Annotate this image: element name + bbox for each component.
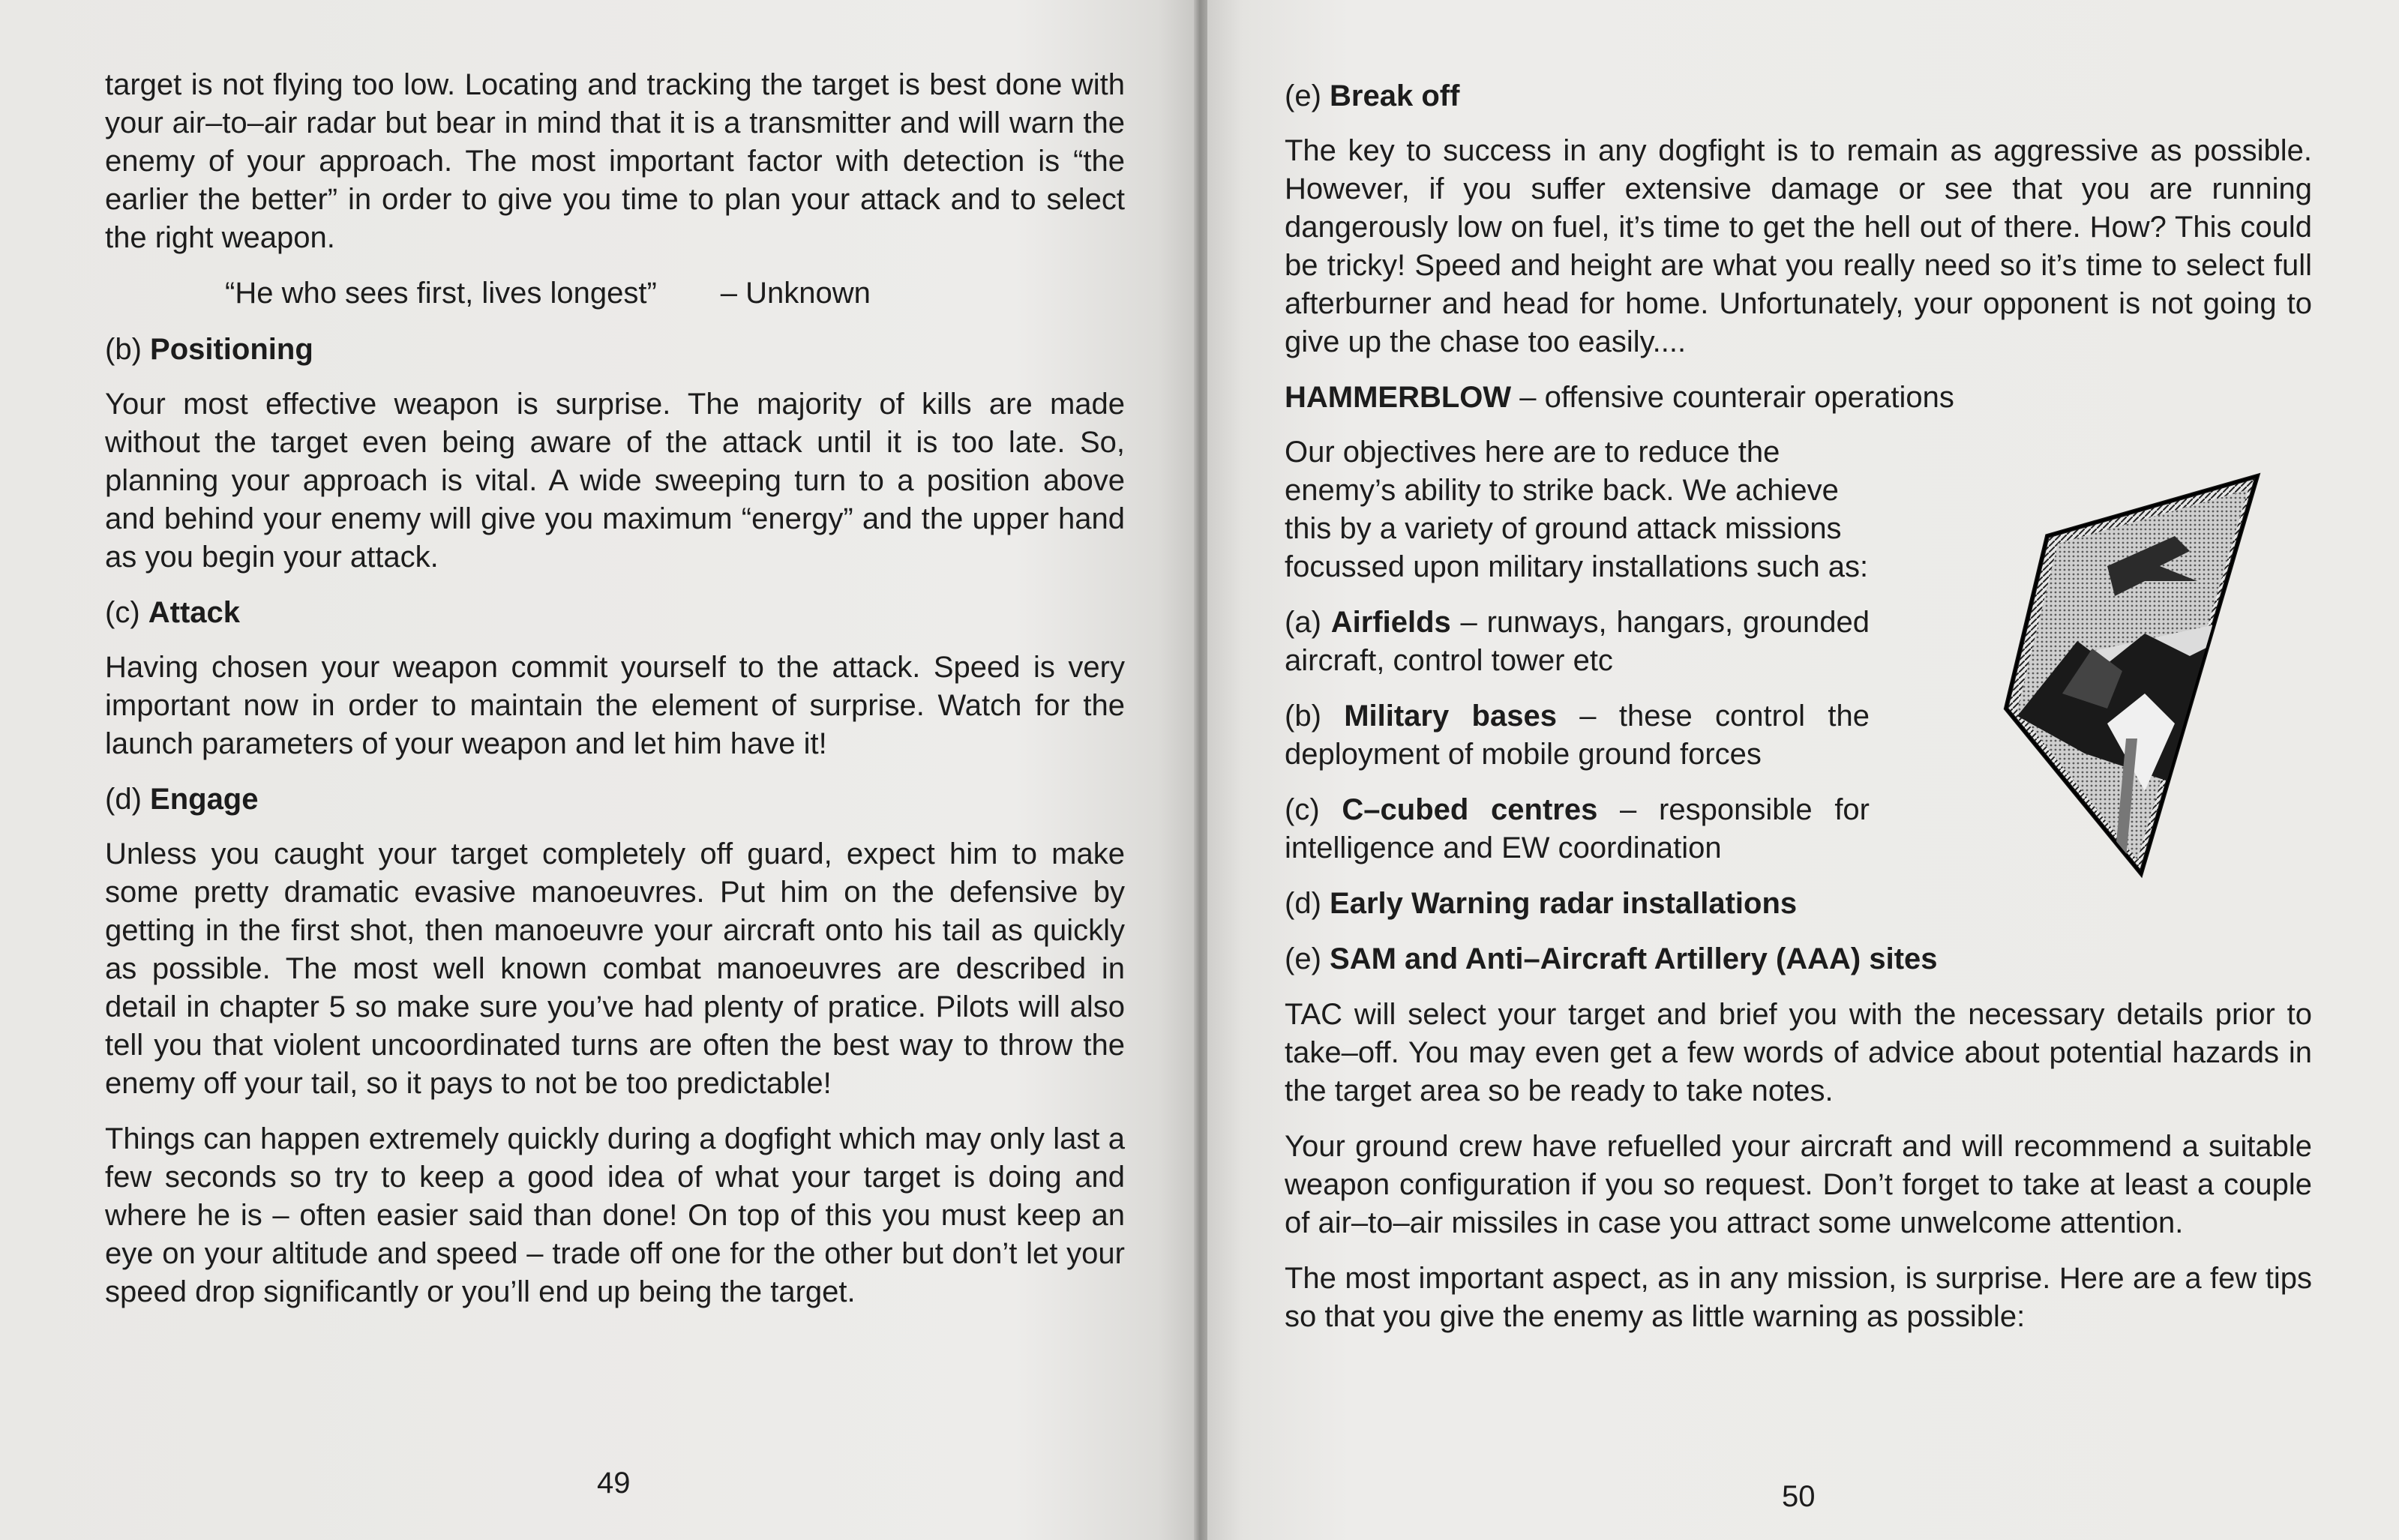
engage-paragraph-2: Things can happen extremely quickly during a dogfight which may only last a few seconds so try to keep a good idea of what your target is doing and where he is – often easier said than done! On top of this you must keep an eye on your altitude and speed – trade off one for the other but don’t let your speed drop significantly or you’ll end up being the target. xyxy=(105,1122,1125,1308)
positioning-paragraph: Your most effective weapon is surprise. The majority of kills are made without the target even being aware of the attack until it is too late. So, planning your approach is vital. A wide sweeping turn to a position above and behind your enemy will give you maximum “energy” and the upper hand as you begin your attack. xyxy=(105,388,1125,574)
heading-title: Engage xyxy=(150,783,259,816)
heading-label: (d) xyxy=(105,783,142,816)
page-number: 50 xyxy=(1782,1480,1816,1513)
engage-paragraph-1: Unless you caught your target completely off guard, expect him to make some pretty dramatic evasive manoeuvres. Put him on the defensive by getting in the first shot, then manoeuvre your aircraft onto his tail as quickly as possible. The most well known combat manoeuvres are described in detail in chapter 5 so make sure you’ve had plenty of pratice. Pilots will also tell you that violent uncoordinated turns are often the best way to throw the enemy off your tail, so it pays to not be too predictable! xyxy=(105,837,1125,1100)
hammerblow-title: HAMMERBLOW xyxy=(1285,381,1512,414)
book-gutter xyxy=(1194,0,1207,1540)
quote xyxy=(225,274,1125,313)
heading-label: (e) xyxy=(1285,79,1321,112)
section-heading-positioning xyxy=(105,331,1125,369)
quote-text: “He who sees first, lives longest” xyxy=(225,277,657,310)
heading-label: (b) xyxy=(105,333,142,366)
break-off-paragraph: The key to success in any dogfight is to remain as aggressive as possible. However, if you suffer extensive damage or see that you are running dangerously low on fuel, it’s time to get the hell out of there. How? This could be tricky! Speed and height are what you really need so it’s time to select full afterburner and head for home. Unfortunately, your opponent is not going to give up the chase too easily.... xyxy=(1285,134,2312,358)
intro-paragraph: target is not flying too low. Locating and tracking the target is best done with your air–to–air radar but bear in mind that it is a transmitter and will warn the enemy of your approach. The most important factor with detection is “the earlier the better” in order to give you time to plan your attack and to select the right weapon. xyxy=(105,68,1125,254)
target-item: (e) SAM and Anti–Aircraft Artillery (AAA) sites xyxy=(1285,942,1938,975)
left-page-text xyxy=(105,66,1125,1329)
attack-paragraph: Having chosen your weapon commit yourself to the attack. Speed is very important now in order to maintain the element of surprise. Watch for the launch parameters of your weapon and let him have it! xyxy=(105,651,1125,760)
objectives-block xyxy=(1285,433,1870,867)
objectives-paragraph: Our objectives here are to reduce the enemy’s ability to strike back. We achieve this by a variety of ground attack missions focussed upon military installations such as: xyxy=(1285,436,1869,583)
hammerblow-heading xyxy=(1285,379,2312,417)
heading-title: Positioning xyxy=(150,333,313,366)
heading-title: Break off xyxy=(1330,79,1460,112)
page-number: 49 xyxy=(597,1467,631,1500)
heading-title: Attack xyxy=(148,596,241,629)
section-heading-break-off xyxy=(1285,77,2312,115)
target-item: (a) Airfields – runways, hangars, grounded aircraft, control tower etc xyxy=(1285,606,1870,677)
target-item: (c) C–cubed centres – responsible for intelligence and EW coordination xyxy=(1285,793,1870,864)
section-heading-engage xyxy=(105,780,1125,819)
quote-author: – Unknown xyxy=(720,277,871,310)
hammerblow-subtitle: – offensive counterair operations xyxy=(1511,381,1954,414)
section-heading-attack xyxy=(105,594,1125,632)
left-page xyxy=(0,0,1194,1540)
ground-crew-paragraph: Your ground crew have refuelled your aircraft and will recommend a suitable weapon configuration if you so request. Don’t forget to take at least a couple of air–to–air missiles in case you attract some unwelcome attention. xyxy=(1285,1130,2312,1239)
target-item: (d) Early Warning radar installations xyxy=(1285,887,1798,920)
tac-paragraph: TAC will select your target and brief you with the necessary details prior to take–off. You may even get a few words of advice about potential hazards in the target area so be ready to take notes. xyxy=(1285,998,2312,1107)
jet-attack-illustration xyxy=(1995,469,2276,896)
target-item: (b) Military bases – these control the deployment of mobile ground forces xyxy=(1285,700,1870,771)
surprise-paragraph: The most important aspect, as in any mission, is surprise. Here are a few tips so that you give the enemy as little warning as possible: xyxy=(1285,1262,2312,1333)
heading-label: (c) xyxy=(105,596,140,629)
